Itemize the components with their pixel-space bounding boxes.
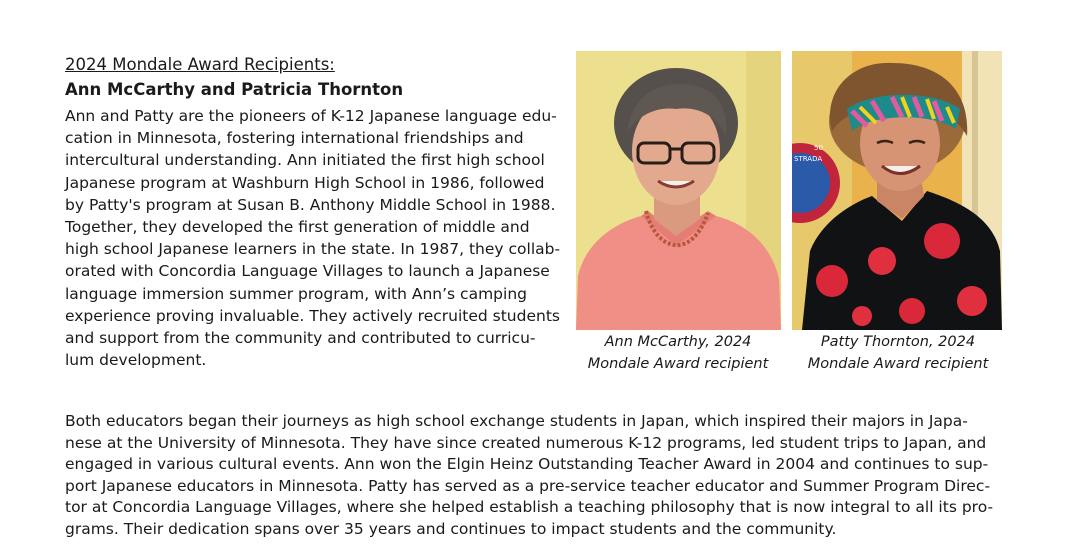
sign-word: STRADA [794, 155, 823, 163]
paragraph-line: cation in Minnesota, fostering international friendships and [65, 129, 524, 148]
caption-line: Ann McCarthy, 2024 [604, 334, 752, 350]
section-heading: 2024 Mondale Award Recipients: [65, 55, 335, 74]
patty-photo-caption [787, 331, 1009, 375]
paragraph-line: Japanese program at Washburn High School in 1986, followed [65, 173, 545, 192]
paragraph-line: lum development. [65, 351, 207, 370]
paragraph-line: Together, they developed the first generation of middle and [65, 218, 530, 237]
paragraph-line: high school Japanese learners in the state. In 1987, they collab- [65, 240, 561, 259]
background-paragraph [65, 411, 1010, 541]
paragraph-line: Both educators began their journeys as high school exchange students in Japan, which inspired their majors in Japa- [65, 412, 968, 430]
paragraph-line: tor at Concordia Language Villages, where she helped establish a teaching philosophy that is now integral to all its pro- [65, 498, 994, 517]
paragraph-line: by Patty's program at Susan B. Anthony Middle School in 1988. [65, 195, 556, 214]
paragraph-line: intercultural understanding. Ann initiated the first high school [65, 151, 545, 170]
paragraph-line: Ann and Patty are the pioneers of K-12 Japanese language edu- [65, 107, 557, 125]
paragraph-line: nese at the University of Minnesota. They have since created numerous K-12 programs, led student trips to Japan, and [65, 433, 987, 452]
paragraph-line: language immersion summer program, with Ann’s camping [65, 284, 527, 303]
sign-number: 50 [814, 144, 823, 152]
caption-line: Mondale Award recipient [807, 356, 989, 372]
intro-paragraph [65, 105, 565, 371]
recipients-names: Ann McCarthy and Patricia Thornton [65, 80, 404, 99]
caption-line: Mondale Award recipient [587, 356, 769, 372]
patty-thornton-photo [792, 51, 1002, 330]
ann-photo-caption [566, 331, 790, 375]
paragraph-line: experience proving invaluable. They actively recruited students [65, 306, 560, 325]
ann-mccarthy-photo [576, 51, 781, 330]
paragraph-line: and support from the community and contributed to curricu- [65, 329, 536, 348]
caption-line: Patty Thornton, 2024 [820, 334, 976, 350]
paragraph-line: orated with Concordia Language Villages to launch a Japanese [65, 262, 550, 281]
paragraph-line: grams. Their dedication spans over 35 years and continues to impact students and the community. [65, 519, 837, 538]
paragraph-line: port Japanese educators in Minnesota. Patty has served as a pre-service teacher educator and Summer Program Direc- [65, 476, 991, 495]
paragraph-line: engaged in various cultural events. Ann won the Elgin Heinz Outstanding Teacher Award in 2004 and continues to sup- [65, 455, 989, 474]
